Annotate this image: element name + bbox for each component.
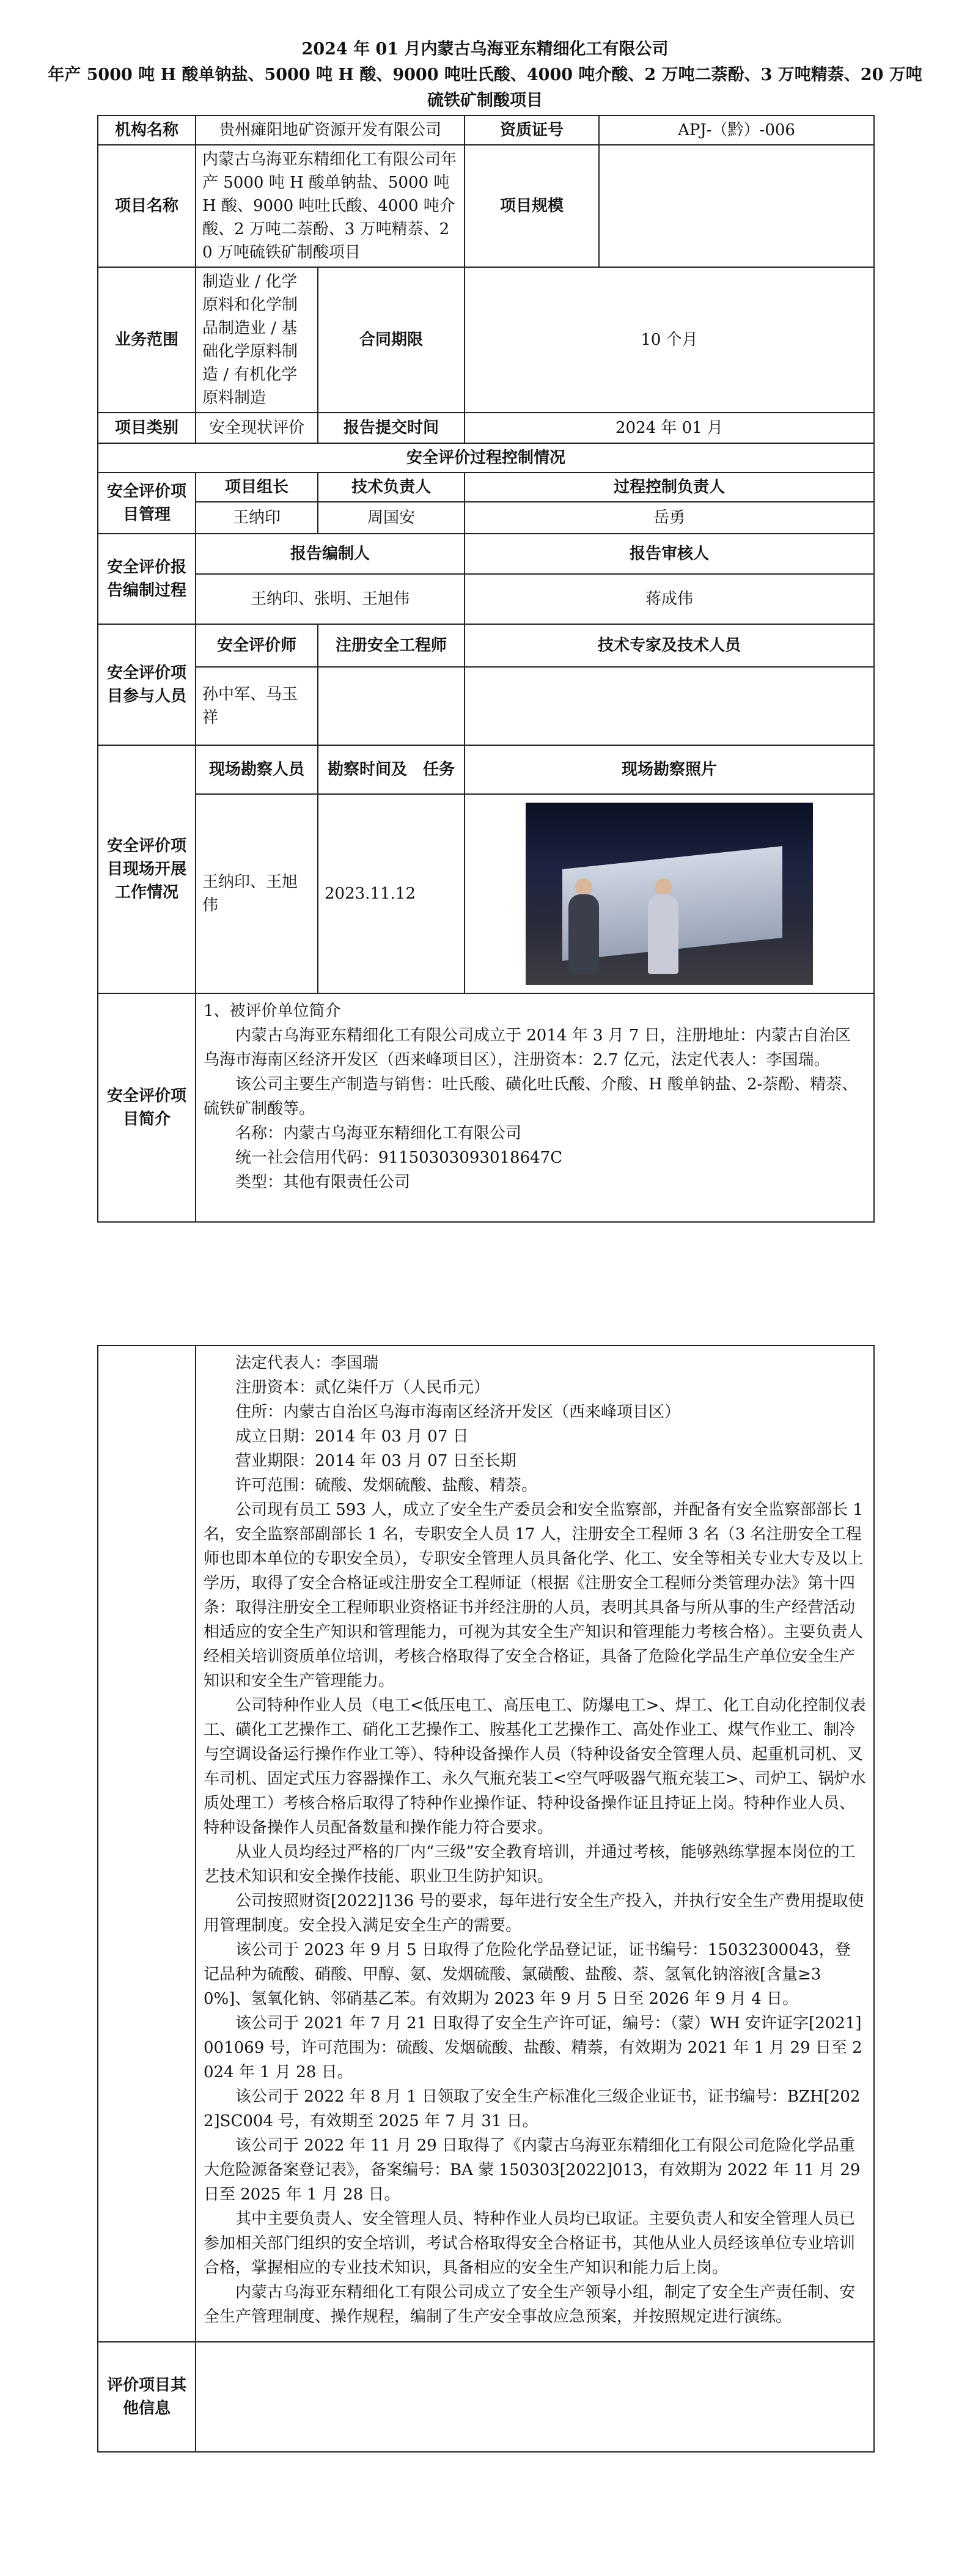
company-paragraph: 公司特种作业人员（电工<低压电工、高压电工、防爆电工>、焊工、化工自动化控制仪表工、磺化工艺操作工、硝化工艺操作工、胺基化工艺操作工、高处作业工、煤气作业工、制冷与空调设备运行操作作业工等）、特种设备操作人员（特种设备安全管理人员、起重机司机、叉车司机、固定式压力容器操作工、永久气瓶充装工<空气呼吸器气瓶充装工>、司炉工、锅炉水质处理工）考核合格后取得了特种作业操作证、特种设备操作证且持证上岗。特种作业人员、特种设备操作人员配备数量和操作能力符合要求。 [204, 1696, 866, 1837]
photo-person-head [575, 878, 592, 896]
mgmt-label: 安全评价项目管理 [98, 473, 196, 534]
intro-paragraph: 类型：其他有限责任公司 [235, 1173, 411, 1191]
report-label: 安全评价报告编制过程 [98, 534, 196, 624]
intro-paragraph: 1、被评价单位简介 [204, 1002, 341, 1020]
site-header-people: 现场勘察人员 [196, 745, 318, 794]
cert-label: 资质证号 [465, 116, 599, 145]
site-photo-cell [465, 794, 874, 993]
intro-content [196, 993, 874, 1222]
info-table-1 [97, 115, 875, 1223]
cert-value: APJ-（黔）-006 [599, 116, 874, 145]
period-label: 合同期限 [318, 267, 465, 413]
continued-label-cell [98, 1345, 196, 2342]
category-label: 项目类别 [98, 413, 196, 443]
document-title-line3: 硫铁矿制酸项目 [427, 91, 543, 110]
site-header-time: 勘察时间及 任务 [318, 745, 465, 794]
company-paragraph: 其中主要负责人、安全管理人员、特种作业人员均已取证。主要负责人和安全管理人员已参加相关部门组织的安全培训，考试合格取得安全合格证书，其他从业人员经该单位专业培训合格，掌握相应的专业技术知识，具备相应的安全生产知识和能力后上岗。 [204, 2210, 856, 2277]
company-paragraph: 公司按照财资[2022]136 号的要求，每年进行安全生产投入，并执行安全生产费用提取使用管理制度。安全投入满足安全生产的需要。 [204, 1892, 864, 1935]
site-header-photo: 现场勘察照片 [465, 745, 874, 794]
company-paragraph: 该公司于 2021 年 7 月 21 日取得了安全生产许可证，编号：（蒙）WH 安许证字[2021]001069 号，许可范围为：硫酸、发烟硫酸、盐酸、精萘，有效期为 2021 年 1 月 29 日至 2024 年 1 月 28 日。 [204, 2014, 862, 2081]
continued-content [196, 1345, 874, 2342]
intro-paragraph: 内蒙古乌海亚东精细化工有限公司成立于 2014 年 3 月 7 日，注册地址：内蒙古自治区乌海市海南区经济开发区（西来峰项目区），注册资本：2.7 亿元，法定代表人：李国瑞。 [204, 1026, 851, 1069]
document-title-line2: 年产 5000 吨 H 酸单钠盐、5000 吨 H 酸、9000 吨吐氏酸、4000 吨介酸、2 万吨二萘酚、3 万吨精萘、20 万吨 [48, 65, 922, 84]
other-info-value [196, 2342, 874, 2452]
report-time-value: 2024 年 01 月 [465, 413, 874, 443]
company-paragraph: 注册资本：贰亿柒仟万（人民币元） [235, 1378, 490, 1397]
photo-person [568, 894, 599, 974]
photo-person [648, 894, 678, 974]
report-header-reviewer: 报告审核人 [465, 534, 874, 574]
intro-paragraph: 名称：内蒙古乌海亚东精细化工有限公司 [235, 1124, 522, 1143]
company-paragraph: 该公司于 2023 年 9 月 5 日取得了危险化学品登记证，证书编号：15032300043，登记品种为硫酸、硝酸、甲醇、氨、发烟硫酸、氯磺酸、盐酸、萘、氢氧化钠溶液[含量≥30%]、氢氧化钠、邻硝基乙苯。有效期为 2023 年 9 月 5 日至 2026 年 9 月 4 日。 [204, 1941, 851, 2008]
project-scale-label: 项目规模 [465, 145, 599, 267]
business-value: 制造业 / 化学原料和化学制品制造业 / 基础化学原料制造 / 有机化学原料制造 [196, 267, 318, 413]
company-paragraph: 该公司于 2022 年 8 月 1 日领取了安全生产标准化三级企业证书，证书编号：BZH[2022]SC004 号，有效期至 2025 年 7 月 31 日。 [204, 2088, 861, 2130]
mgmt-value-leader: 王纳印 [196, 502, 318, 534]
mgmt-header-tech: 技术负责人 [318, 473, 465, 502]
mgmt-value-process: 岳勇 [465, 502, 874, 534]
company-paragraph: 住所：内蒙古自治区乌海市海南区经济开发区（西来峰项目区） [235, 1403, 681, 1421]
mgmt-header-leader: 项目组长 [196, 473, 318, 502]
site-value-time: 2023.11.12 [318, 794, 465, 993]
people-header-expert: 技术专家及技术人员 [465, 624, 874, 667]
photo-person-head [655, 878, 672, 896]
people-label: 安全评价项目参与人员 [98, 624, 196, 745]
org-value: 贵州瘫阳地矿资源开发有限公司 [196, 116, 465, 145]
intro-paragraph: 统一社会信用代码：91150303093018647C [235, 1149, 563, 1167]
business-label: 业务范围 [98, 267, 196, 413]
report-header-author: 报告编制人 [196, 534, 465, 574]
company-paragraph: 法定代表人：李国瑞 [235, 1354, 379, 1372]
category-value: 安全现状评价 [196, 413, 318, 443]
report-value-author: 王纳印、张明、王旭伟 [196, 574, 465, 624]
company-paragraph: 内蒙古乌海亚东精细化工有限公司成立了安全生产领导小组，制定了安全生产责任制、安全生产管理制度、操作规程，编制了生产安全事故应急预案，并按照规定进行演练。 [204, 2283, 856, 2326]
project-name-value: 内蒙古乌海亚东精细化工有限公司年产 5000 吨 H 酸单钠盐、5000 吨 H 酸、9000 吨吐氏酸、4000 吨介酸、2 万吨二萘酚、3 万吨精萘、20 万吨硫铁矿制酸项目 [196, 145, 465, 267]
intro-paragraph: 该公司主要生产制造与销售：吐氏酸、磺化吐氏酸、介酸、H 酸单钠盐、2-萘酚、精萘、硫铁矿制酸等。 [204, 1075, 858, 1118]
company-paragraph: 营业期限：2014 年 03 月 07 日至长期 [235, 1452, 516, 1470]
other-info-label: 评价项目其他信息 [98, 2342, 196, 2452]
mgmt-value-tech: 周国安 [318, 502, 465, 534]
company-paragraph: 许可范围：硫酸、发烟硫酸、盐酸、精萘。 [235, 1476, 538, 1495]
period-value: 10 个月 [465, 267, 874, 413]
intro-label: 安全评价项目简介 [98, 993, 196, 1222]
site-inspection-photo [526, 803, 813, 985]
document-title-line1: 2024 年 01 月内蒙古乌海亚东精细化工有限公司 [301, 40, 669, 59]
company-paragraph: 公司现有员工 593 人，成立了安全生产委员会和安全监察部，并配备有安全监察部部长 1 名，安全监察部副部长 1 名，专职安全人员 17 人，注册安全工程师 3 名（3 名注册安全工程师也即本单位的专职安全员），专职安全管理人员具备化学、化工、安全等相关专业大专及以上学历，取得了安全合格证或注册安全工程师证（根据《注册安全工程师分类管理办法》第十四条：取得注册安全工程师职业资格证书并经注册的人员，表明其具备与所从事的生产经营活动相适应的安全生产知识和管理能力，可视为其安全生产知识和管理能力考核合格）。主要负责人经相关培训资质单位培训，考核合格取得了安全合格证，具备了危险化学品生产单位安全生产知识和安全生产管理能力。 [204, 1501, 864, 1690]
org-label: 机构名称 [98, 116, 196, 145]
mgmt-header-process: 过程控制负责人 [465, 473, 874, 502]
people-header-assessor: 安全评价师 [196, 624, 318, 667]
company-paragraph: 成立日期：2014 年 03 月 07 日 [235, 1427, 469, 1446]
process-header: 安全评价过程控制情况 [98, 443, 874, 473]
company-paragraph: 该公司于 2022 年 11 月 29 日取得了《内蒙古乌海亚东精细化工有限公司危险化学品重大危险源备案登记表》，备案编号：BA 蒙 150303[2022]013，有效期为 2022 年 11 月 29 日至 2025 年 1 月 28 日。 [204, 2136, 861, 2204]
site-value-people: 王纳印、王旭伟 [196, 794, 318, 993]
report-time-label: 报告提交时间 [318, 413, 465, 443]
report-value-reviewer: 蒋成伟 [465, 574, 874, 624]
info-table-2 [97, 1345, 875, 2453]
site-label: 安全评价项目现场开展工作情况 [98, 745, 196, 993]
project-name-label: 项目名称 [98, 145, 196, 267]
people-value-assessor: 孙中军、马玉祥 [196, 667, 318, 745]
people-value-expert [465, 667, 874, 745]
project-scale-value [599, 145, 874, 267]
people-header-engineer: 注册安全工程师 [318, 624, 465, 667]
company-paragraph: 从业人员均经过严格的厂内“三级”安全教育培训，并通过考核，能够熟练掌握本岗位的工艺技术知识和安全操作技能、职业卫生防护知识。 [204, 1843, 856, 1886]
people-value-engineer [318, 667, 465, 745]
